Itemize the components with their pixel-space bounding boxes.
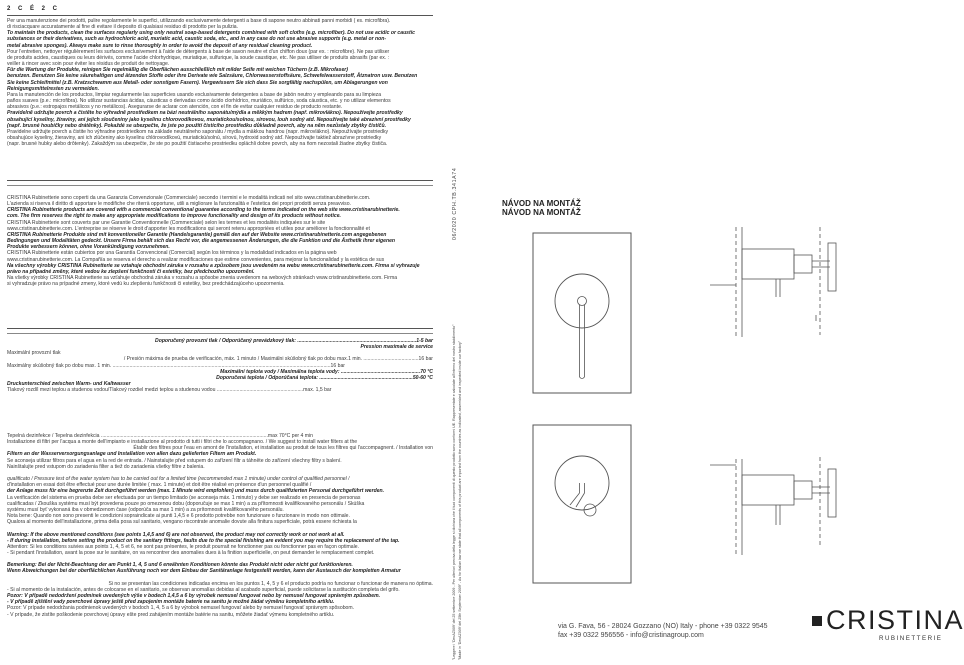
specs-rest-line: cualificadas / Zkouška systému musí být provedena pouze po omezenou dobu (doporučuje se max 1 min) a za přítomnosti kvalifikovaného personálu / Skúška [7,500,365,507]
specs-rest-line: Attention: Si les conditions suivies aux points 1, 4, 5 et 6, ne sont pas présentes, le produit pourrait ne fonctionner pas ou fonctionner pas en façon optimale. [7,543,359,550]
specs-rest-line: La verificación del sistema en prueba debe ser efectuada por un tiempo limitado (se aconseja máx. 1 minuto) y debe ser realizado en presencia de personas [7,494,361,501]
specs-rest-line: Nota bene: Quando non sono presenti le condizioni sopraindicate ai punti 1,4,5 e 6 prodotto potrebbe non funzionare o funzionare in modo non ottimale. [7,513,350,520]
front-view-thermostatic [533,233,631,393]
company-address: via G. Fava, 56 - 28024 Gozzano (NO) Italy - phone +39 0322 9545 [558,623,768,630]
specs-divider [7,328,433,329]
warranty-line: CRISTINA Rubinetterie products are covered with a commercial conventional guarantee according to the terms indicated on the web site www.cristinarubinetterie. [7,207,400,214]
brand-square-icon [812,616,822,626]
cleaning-line: obsahujúce kyseliny, žieraviny, ani ich zlúčeniny ako kyselinu chlórovodíkovú, muriatickú/solnú, sírovú, hydroxid sodný atď. Nepoužívajte taktiež abrazívne prostriedky [7,134,382,141]
warranty-divider [7,180,433,181]
specs-pressure-temperature [7,338,433,393]
specs-rest-line: Warning: If the above mentioned conditions (see points 1,4,5 and 6) are not observed, the product may not correctly work or not work at all. [7,531,345,538]
specs-top-line: Maximální teplota vody / Maximálna teplota vody: ........................................................70 °C [220,368,433,375]
specs-rest-line: Wenn Abweichungen bei der oberflächlichen Ausführung noch vor dem Einbau der Sanitäranlage festgestellt werden, kann der Austausch der kompletten Armatur [7,568,401,575]
cleaning-line: metal abrasive sponges). Always make sure to rinse thoroughly in order to avoid the deposit of any residual cleaning product. [7,42,313,49]
specs-rest-line: Établir des filtres pour l'eau en amont de l'installation, et installation au produit de tous les filtres qui l'accompagnent. / Installation von [133,445,433,452]
specs-rest-line: Se aconseja utilizar filtros para el agua en la red de entrada. / Nainstalujte před vstupem do zařízení filtr a táhněte do zařízení všechny filtry s balení. [7,457,342,464]
specs-rest-line: Qualora al momento dell'installazione, prima della posa sul sanitario, vengano riscontrate anomalie dovute alla finitura superficiale, potrà essere richiesta la [7,519,357,526]
warranty-line: právo na případné změny, které vedou ke zlepšení funkčnosti či estetiky, bez předchozího upozornění. [7,268,255,275]
specs-rest-line: Installazione di filtri per l'acqua a monte dell'impianto e installazione al prodotto di tutti i filtri che lo accompagnano. / We suggest to install water filters at the [7,439,358,446]
specs-rest-line: d'installation en essai doit être effectué pour une durée limitée ( max. 1 minute) et doit être réalisé en présence d'un personnel qualifié / [7,482,312,489]
specs-rest-line: - Si pendant l'installation, avant la pose sur le sanitaire, on va rencontrer des anomalies dues à la finition superficielle, on peut demander le remplacement complet. [7,549,375,556]
cleaning-instructions [7,18,433,147]
specs-top-line: Doporučený provozní tlak / Odporúčaný prevádzkový tlak: ....................................................................................1-5 bar [155,338,433,344]
cleaning-line: Reinigungsmittelresten zu vermeiden. [7,85,99,92]
company-contact: fax +39 0322 956556 - info@cristinagroup.com [558,632,704,639]
cleaning-line: Pravidelně udržujte povrch a čistěte ho výhradně prostředkem na bázi neutrálního saponátu/mýdla a měkkým hadrem (např. mikrovlákno). Nepoužívejte prostředky [7,110,403,117]
warranty-line: Bedingungen und Modalitäten gedeckt. Unsere Firma behält sich das Recht vor, die angemessenen Änderungen, die die Funktion und die Ästhetik ihrer eigenen [7,238,396,245]
legal-note-english: "Made in 'DecAZ009' del 25th September 2009" - As for Italian law we state that all components of this product are imported from the countries as indicated, assembled and inspected inside our factory" [458,340,462,660]
specs-rest-line: systému musí byť vykonaná iba v obmedzenom čase (odporúča sa max 1 min) a za prítomnosti kvalifikovaného personálu. [7,506,284,513]
specs-top-line: Tlakový rozdíl mezi teplou a studenou vodou/Tlakový rozdiel medzi teplou a studenou vodou .............................................................max. 1,5 bar [7,387,332,394]
specs-top-line: / Presión máxima de prueba de verificación, máx. 1 minuto / Maximálni skúšobný tlak po dobu max.1 min. .......................................16 bar [123,356,433,363]
cleaning-line: paños suaves (p.e.: microfibra). No utilizar sustancias ácidas, cáusticas o derivadas como ácido clorhídrico, muriático, sulfúrico, soda cáustica, etc. y no utilizar elementos [7,98,391,105]
cleaning-line: Pour l'entretien, nettoyer régulièrement les surfaces exclusivement à l'aide de détergents à base de savon neutre et d'un chiffon doux (par ex. : microfibre). Ne pas utiliser [7,48,390,55]
specs-rest-line: - If during installation, before setting the product on the sanitary fittings, faults due to the special finishing are evident you may require the replacement of the tap. [7,537,400,544]
front-view-with-diverter [533,425,631,583]
warranty-line: CRISTINA Rubinetterie están cubiertos por una Garantía Convencional (Comercial) según los términos y la modalidad indicados en la página web [7,250,337,257]
diagram-subtitle: NÁVOD NA MONTÁŽ [502,208,581,217]
warranty-line: CRISTINA Rubinetterie Produkte sind mit konventioneller Garantie (Handelsgarantie) gemäß den auf der Website www.cristinarubinetterie.com angegebenen [7,231,387,238]
cleaning-line: benutzen. Benutzen Sie keine säurehaltigen und ätzenden Stoffe oder ihre Derivate wie Salzsäure, Chlorwasserstoffsäure, Schwefelwasserstoff, Ätznatron usw. Benutzen [7,73,418,80]
specs-rest-line: Si no se presentan las condiciones indicadas encima en los puntos 1, 4, 5 y 6 el producto podría no funcionar o funcionar de manera no óptima. [108,580,433,587]
diagram-title: NÁVOD NA MONTÁŽ [502,199,581,208]
warranty-line: com. The firm reserves the right to make any appropriate modifications to improve functionality and design of its products without notice. [7,213,341,220]
warranty-divider-thin [7,185,433,186]
cleaning-line: Per una manutenzione dei prodotti, pulire regolarmente le superfici, utilizzando esclusivamente detergenti a base di sapone neutro abbinati panni morbidi ( es. microfibra). [7,18,391,24]
specs-rest-line: der Anlage muss für eine begrenzte Zeit durchgeführt werden (max. 1 Minute wird empfohlen) und muss durch qualifizierten Personal durchgeführt werden. [7,488,385,495]
warranty-line: www.cristinarubinetterie.com. La Compañía se reserva el derecho a realizar modificaciones que estime convenientes, para mejorar la funcionalidad y la estética de sus [7,256,385,263]
specs-top-line: Pression maximale de service [360,344,433,351]
date-code: 06/2020 CPH.TB.341A74 [452,167,458,240]
cleaning-line: Para la manutención de los productos, limpiar regularmente las superficies usando exclusivamente detergentes a base de jabón neutro y empleando para su limpieza [7,91,382,98]
cleaning-line: Für die Wartung der Produkte, reinigen Sie regelmäßig die Oberflächen ausschließlich mit milder Seife mit weichen Tüchern (z.B. Mikrofaser) [7,67,348,74]
side-view-with-diverter [710,457,836,555]
specs-rest-line: Tepelná dezinfekce / Tepelna dezinfekcia ......................................................................................................................max 70°C per 4 min [7,433,313,439]
specs-rest-line: - V případě zjištění vady povrchové úpravy ještě před zapojením montáže baterie na sanitu je možné žádat výměnu kompletního artiklu. [7,599,335,606]
warranty-line: Na všetky výrobky CRISTINA Rubinetterie sa vzťahuje obchodná záruka v rozsahu a spôsobe znenia uvedenom na webových stránkach www.cristinarubinetterie.com. Firma [7,275,398,282]
specs-rest-line: qualificato / Pressure test of the water system has to be carried out for a limited time (recommended max 1 minute) under control of qualified personnel / [7,476,350,483]
brand-subtitle: RUBINETTERIE [879,635,943,642]
brand-logo: CRISTINA [826,605,964,635]
side-view-thermostatic [710,227,836,337]
cleaning-top-rule [7,15,433,16]
specs-divider-thin [7,333,433,334]
cleaning-line: Pravidelne udržujte povrch a čistite ho výhradne prostriedkom na základe neutrálneho saponátu / mydla a mäkkou handrou (napr. mikrovlákno). Nepoužívajte prostriedky [7,128,389,135]
warranty-line: Na všechny výrobky CRISTINA Rubinetterie se vztahuje obchodní záruka v rozsahu a způsobem jsou uvedeném na webu www.cristinarubinetterie.com. Firma si vyhrazuje [7,262,420,269]
cleaning-line: To maintain the products, clean the surfaces regularly using only neutral soap-based detergents combined with soft cloths (e.g. microfiber). Do not use acidic or caustic [7,30,415,37]
specs-top-line: Maximální provozní tlak [7,350,61,357]
specs-rest-line: Nainštalujte pred vstupom do zariadenia filter a tiež do zariadenia všetky filtre z balenia. [7,463,205,470]
warranty-line: L'azienda si riserva il diritto di apportare le modifiche che riterrà opportune, utili a migliorare la funzionalità e l'estetica dei propri prodotti senza preavviso. [7,201,351,208]
warranty-line: CRISTINA Rubinetterie sont couverts par une Garantie Conventionnelle (Commerciale) selon les termes et les modalités indiquées sur le site [7,219,326,226]
cleaning-line: (napr. brusné hubky alebo drôtenky). Zakaždým sa ubezpečte, že ste po použití čistiaceho prostriedku opláchli dobre povrch, aby na ňom nezostali žiadne zbytky čističa. [7,141,388,148]
specs-rest-line: Bemerkung: Bei der Nicht-Beachtung der am Punkt 1, 4, 5 und 6 erwähnten Konditionen könnte das Produkt nicht oder nicht gut funktionieren. [7,562,353,569]
specs-installation-notes [7,433,433,618]
specs-rest-line: Filtern an der Wasserversorgungsanlage und Installation von allen dazu gelieferten Filtern am Produkt. [7,451,257,458]
specs-rest-line: - V prípade, že zistíte poškodenie povrchovej úpravy ešte pred zahájením montáže batérie na sanitu, môžete žiadať výmenu kompletného artiklu. [7,611,335,618]
warranty-text [7,195,433,287]
cleaning-line: obsahující kyseliny, žíraviny, ani jejich sloučeniny jako kyselinu chlorovodíkovou, muriatickou/solnou, sírovou, louh sodný atd. Nepoužívejte také abrazivní prostředky [7,116,411,123]
cleaning-line: di risciacquare accuratamente al fine di evitare il deposito di qualsiasi residuo di prodotto per la pulizia. [7,24,239,31]
warranty-line: Produkte verbessern können, ohne Vorankündigung vorzunehmen. [7,244,170,251]
cleaning-line: Sie keine Schleifmittel (z.B. Kratzschwamm aus Metall- oder sonstigem Fasern). Vergewissern Sie sich dass Sie sorgfältig nachspülen, um Ablagerungen von [7,79,388,86]
specs-rest-line: - Si al momento de la instalación, antes de colocarse en el sanitario, se observan anomalías debidas al acabado superficial, puede solicitarse la sustitución completa del grifo. [7,586,400,593]
cleaning-line: substances or their derivatives, such as hydrochloric acid, muriatic acid, caustic soda, etc., and in any case do not use abrasive supports (e.g. metal or non- [7,36,387,43]
cleaning-line: abrasivos (p.e.: estropajos metálicos y no metálicos). Asegurarse de aclarar con atención, con el fin de evitar cualquier residuo de producto restante. [7,104,343,111]
warranty-line: CRISTINA Rubinetterie sono coperti da una Garanzia Convenzionale (Commerciale) secondo i termini e le modalità indicati nel sito www.cristinarubinetterie.com. [7,195,371,201]
mounting-diagram [490,225,930,605]
cleaning-line: veiller à rincer avec soin pour éviter les résidus de produit de nettoyage. [7,61,170,68]
specs-top-line: Druckunterschied zwischen Warm- und Kaltwasser [7,381,131,388]
legal-note-italian: "Leggere i 'DecAZ009' del 25 settembre 2009 - Per ulteriori precisa della legge si dichiara che il tuoi componenti di questo prodotto sono conformi UE. Rappresentate e calcolate all'interno del nostro stabilimento" [452,324,456,660]
specs-rest-line: Pozor: V prípade nedodržania podmienok uvedených v bodoch 1, 4, 5 a 6 by výrobok nemusel fungovať alebo by nemusel fungovať správnym spôsobom. [7,605,355,612]
specs-rest-line: Pozor: V případě nedodržení podmínek uvedených výše v bodech 1,4,5 a 6 by výrobek nemusel fungovat nebo by nemusel fungovat správným způsobem. [7,593,381,600]
warranty-line: www.cristinarubinetterie.com. L'entreprise se réserve le droit d'apporter les modifications qui seront retenu appropriées et utiles pour améliorer la fonctionnalité et [7,225,370,232]
cleaning-line: (např. brusné houbičky nebo drátěnky). Pokaždé se ubezpečte, že jste po použití čisticího prostředku důkladně povrch, aby na něm nezůstaly zbytky čističů. [7,122,387,129]
warranty-line: si vyhradzuje právo na prípadné zmeny, ktoré vedú ku zlepšeniu funkčnosti či estetiky, bez predchádzajúceho upozornenia. [7,281,285,288]
cleaning-section-title: 2 C É 2 C [7,6,61,12]
specs-top-line: Doporučená teplota / Odporúčaná teplota: ..................................................................50-60 °C [216,374,433,381]
specs-top-line: Maximálny skúšobný tlak po dobu max. 1 min. ..........................................................................................................................................................16 bar [7,362,345,369]
cleaning-line: de produits acides, caustiques ou leurs dérivés, comme l'acide chlorhydrique, muriatique, sulfurique, la soude caustique, etc. Ne pas utiliser de produits abrasifs (par ex. : [7,54,390,61]
